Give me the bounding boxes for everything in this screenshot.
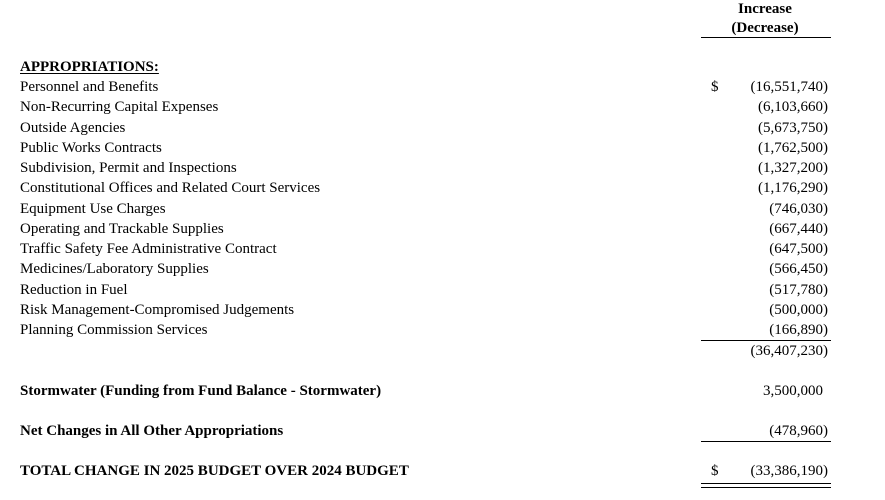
appropriation-label: Outside Agencies	[20, 119, 126, 136]
appropriation-label: Traffic Safety Fee Administrative Contract	[20, 241, 277, 257]
appropriation-label: Public Works Contracts	[20, 139, 162, 156]
appropriation-amount: (5,673,750)	[758, 119, 828, 136]
appropriation-label: Subdivision, Permit and Inspections	[20, 160, 237, 176]
appropriation-row	[0, 158, 885, 178]
appropriation-row	[0, 77, 885, 97]
appropriation-row	[0, 300, 885, 320]
column-header-line1: Increase	[738, 1, 792, 17]
appropriation-row	[0, 118, 885, 138]
total-double-rule	[701, 483, 831, 488]
column-header	[700, 0, 830, 38]
appropriation-amount: (16,551,740)	[750, 79, 828, 95]
appropriation-label: Planning Commission Services	[20, 322, 208, 338]
stormwater-amount: 3,500,000	[763, 383, 823, 399]
appropriation-amount: (1,327,200)	[758, 160, 828, 176]
net-changes-rule	[701, 441, 831, 442]
appropriation-amount: (746,030)	[769, 200, 828, 217]
appropriation-row	[0, 239, 885, 259]
appropriation-amount: (1,176,290)	[758, 180, 828, 197]
appropriation-amount: (166,890)	[769, 322, 828, 338]
stormwater-label: Stormwater (Funding from Fund Balance - Stormwater)	[20, 383, 382, 399]
appropriation-row	[0, 199, 885, 219]
subtotal-amount: (36,407,230)	[750, 343, 828, 359]
appropriation-row	[0, 280, 885, 300]
column-header-rule	[701, 37, 831, 38]
appropriation-amount: (647,500)	[769, 241, 828, 257]
appropriation-row	[0, 178, 885, 198]
total-currency-symbol: $	[711, 463, 719, 479]
appropriation-row	[0, 138, 885, 158]
total-label: TOTAL CHANGE IN 2025 BUDGET OVER 2024 BUDGET	[20, 463, 409, 479]
net-changes-row	[0, 421, 885, 441]
appropriation-amount: (6,103,660)	[758, 99, 828, 116]
appropriation-amount: (500,000)	[769, 301, 828, 318]
appropriation-label: Constitutional Offices and Related Court Services	[20, 180, 321, 197]
appropriation-row	[0, 259, 885, 279]
appropriation-amount: (667,440)	[769, 220, 828, 237]
appropriation-row	[0, 219, 885, 239]
total-row	[0, 461, 885, 481]
total-amount: (33,386,190)	[750, 463, 828, 479]
appropriation-row	[0, 320, 885, 340]
section-heading-appropriations: APPROPRIATIONS:	[20, 59, 159, 75]
appropriation-currency-symbol: $	[711, 79, 719, 95]
appropriation-label: Operating and Trackable Supplies	[20, 220, 224, 237]
appropriation-label: Medicines/Laboratory Supplies	[20, 261, 209, 278]
appropriation-label: Reduction in Fuel	[20, 281, 128, 298]
column-header-line2: (Decrease)	[731, 20, 799, 36]
appropriation-amount: (566,450)	[769, 261, 828, 278]
appropriation-amount: (517,780)	[769, 281, 828, 298]
stormwater-row	[0, 381, 885, 401]
appropriation-label: Risk Management-Compromised Judgements	[20, 301, 295, 318]
appropriation-label: Non-Recurring Capital Expenses	[20, 99, 219, 116]
appropriation-label: Personnel and Benefits	[20, 79, 159, 95]
appropriation-row	[0, 97, 885, 117]
appropriation-amount: (1,762,500)	[758, 139, 828, 156]
net-changes-amount: (478,960)	[769, 423, 828, 439]
net-changes-label: Net Changes in All Other Appropriations	[20, 423, 284, 439]
subtotal-row	[0, 341, 885, 361]
appropriation-label: Equipment Use Charges	[20, 200, 166, 217]
